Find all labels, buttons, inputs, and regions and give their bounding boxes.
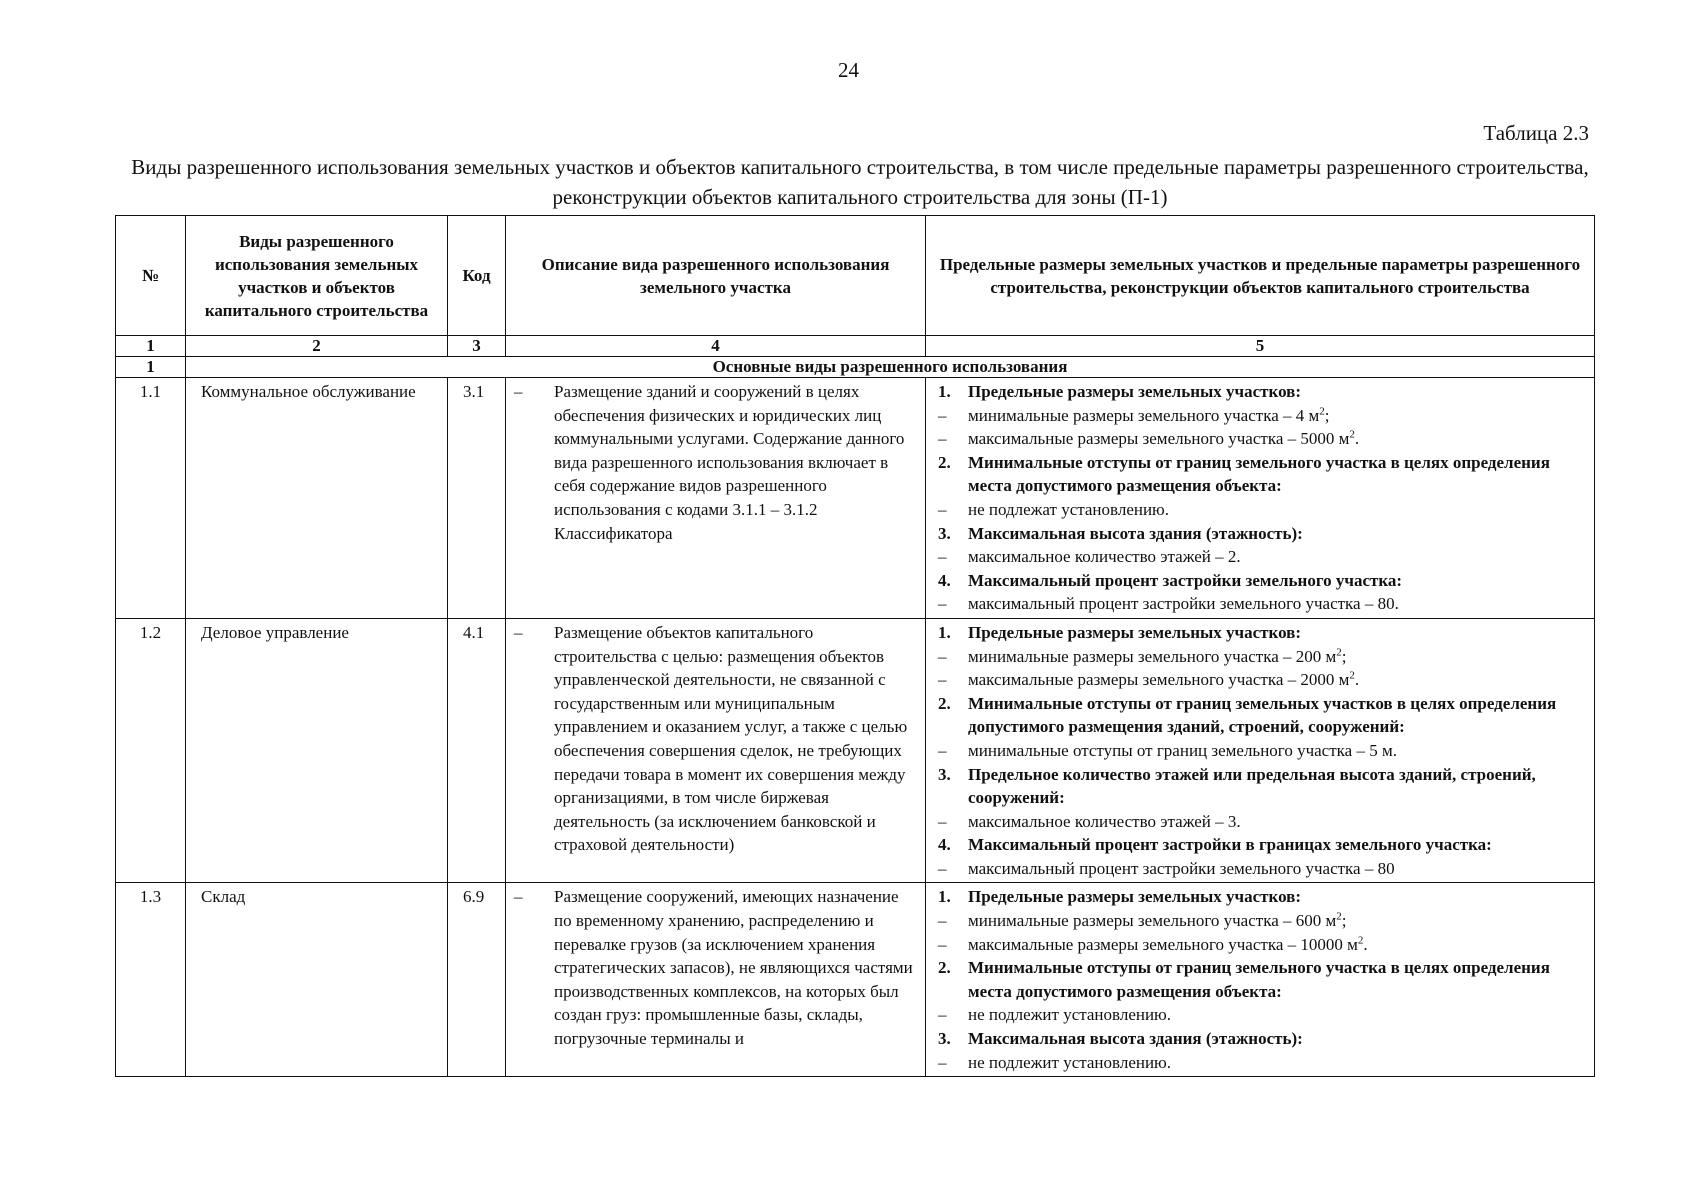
dash-marker: – — [514, 382, 523, 401]
parameter-heading — [938, 763, 1588, 810]
parameter-text: Предельные размеры земельных участков: — [968, 887, 1302, 907]
superscript: 2 — [1349, 669, 1355, 682]
parameter-item — [938, 810, 1588, 834]
table-row — [116, 883, 1595, 1077]
parameter-heading — [938, 522, 1588, 546]
column-number-row — [116, 336, 1595, 357]
header-code: Код — [448, 216, 506, 336]
use-code: 3.1 — [448, 378, 506, 619]
parameter-heading — [938, 692, 1588, 739]
description-item — [514, 621, 919, 857]
parameter-text: минимальные размеры земельного участка – 600 $м^2$; — [968, 910, 1347, 931]
parameter-text: максимальные размеры земельного участка – 10000 $м^2$. — [968, 934, 1368, 954]
list-number: 1. — [938, 887, 951, 907]
parameter-item — [938, 1051, 1588, 1075]
parameter-text: максимальное количество этажей – 3. — [968, 811, 1241, 831]
parameters-cell — [926, 378, 1595, 619]
row-number: 1.3 — [116, 883, 186, 1077]
description-item — [514, 885, 919, 1050]
parameter-text: Предельные размеры земельных участков: — [968, 622, 1302, 642]
header-name: Виды разрешенного использования земельных участков и объектов капитального строительства — [186, 216, 448, 336]
list-number: 2. — [938, 693, 951, 713]
parameter-heading — [938, 833, 1588, 857]
parameter-item — [938, 498, 1588, 522]
parameter-text: минимальные отступы от границ земельного участка – 5 м. — [968, 740, 1397, 760]
list-number: 2. — [938, 452, 951, 472]
parameter-heading — [938, 621, 1588, 645]
list-number: 2. — [938, 958, 951, 978]
use-code: 4.1 — [448, 618, 506, 883]
dash-marker: – — [938, 594, 947, 614]
header-desc: Описание вида разрешенного использования земельного участка — [506, 216, 926, 336]
use-type-name: Склад — [186, 883, 448, 1077]
section-row — [116, 357, 1595, 378]
parameter-item — [938, 592, 1588, 616]
parameter-text: Максимальный процент застройки земельного участка: — [968, 570, 1403, 590]
parameter-item — [938, 545, 1588, 569]
parameter-item — [938, 668, 1588, 692]
page-number: 24 — [838, 58, 859, 82]
description-text: Размещение сооружений, имеющих назначение по временному хранению, распределению и перевалке грузов (за исключением хранения стратегических запасов), не являющихся частями производственных комплексов, на которых был создан груз: промышленные базы, склады, погрузочные терминалы и — [554, 887, 913, 1049]
parameter-text: минимальные размеры земельного участка – 4 $м^2$; — [968, 404, 1330, 425]
use-type-name: Коммунальное обслуживание — [186, 378, 448, 619]
list-number: 1. — [938, 622, 951, 642]
parameter-heading — [938, 885, 1588, 909]
parameter-text: не подлежит установлению. — [968, 1052, 1172, 1072]
land-use-table — [115, 215, 1595, 1077]
use-description-cell — [506, 883, 926, 1077]
parameter-item — [938, 645, 1588, 669]
superscript: 2 — [1336, 910, 1342, 923]
list-number: 4. — [938, 835, 951, 855]
superscript: 2 — [1349, 428, 1355, 441]
parameter-text: Максимальный процент застройки в границах земельного участка: — [968, 835, 1492, 855]
superscript: 2 — [1336, 645, 1342, 658]
column-number: 4 — [506, 336, 926, 357]
dash-marker: – — [938, 547, 947, 567]
parameter-text: Минимальные отступы от границ земельного участка в целях определения места допустимого размещения объекта: — [968, 958, 1550, 1001]
table-row — [116, 378, 1595, 619]
dash-marker: – — [938, 811, 947, 831]
parameter-text: максимальный процент застройки земельного участка – 80 — [968, 858, 1395, 878]
parameters-cell — [926, 883, 1595, 1077]
dash-marker: – — [938, 934, 947, 954]
dash-marker: – — [938, 1052, 947, 1072]
parameter-text: максимальное количество этажей – 2. — [968, 547, 1241, 567]
dash-marker: – — [938, 1005, 947, 1025]
description-text: Размещение зданий и сооружений в целях обеспечения физических и юридических лиц коммунальными услугами. Содержание данного вида разрешенного использования включает в себя содержание видов разрешенного использования с кодами 3.1.1 – 3.1.2 Классификатора — [554, 382, 905, 543]
parameter-text: не подлежит установлению. — [968, 1005, 1172, 1025]
superscript: 2 — [1357, 934, 1364, 946]
parameter-text: максимальные размеры земельного участка – 5000 $м^2$. — [968, 428, 1360, 449]
table-title: Виды разрешенного использования земельных участков и объектов капитального строительства, в том числе предельные параметры разрешенного строительства, реконструкции объектов капитального строительства для зоны (П-1) — [131, 155, 1589, 209]
row-number: 1.2 — [116, 618, 186, 883]
row-number: 1.1 — [116, 378, 186, 619]
parameter-text: максимальные размеры земельного участка – 2000 $м^2$. — [968, 669, 1360, 690]
list-number: 3. — [938, 523, 951, 543]
list-number: 4. — [938, 570, 951, 590]
table-row — [116, 618, 1595, 883]
description-text: Размещение объектов капитального строительства с целью: размещения объектов управленческой деятельности, не связанной с государственным или муниципальным управлением и оказанием услуг, а также с целью обеспечения совершения сделок, не требующих передачи товара в момент их совершения между организациями, в том числе биржевая деятельность (за исключением банковской и страховой деятельности) — [554, 622, 908, 855]
column-number: 1 — [116, 336, 186, 357]
use-code: 6.9 — [448, 883, 506, 1077]
header-params: Предельные размеры земельных участков и предельные параметры разрешенного строительства, реконструкции объектов капитального строительства — [926, 216, 1595, 336]
dash-marker: – — [938, 499, 947, 519]
parameter-text: Максимальная высота здания (этажность): — [968, 1029, 1303, 1049]
column-number: 5 — [926, 336, 1595, 357]
dash-marker: – — [938, 405, 947, 425]
parameter-text: Минимальные отступы от границ земельных участков в целях определения допустимого размещения зданий, строений, сооружений: — [968, 693, 1557, 737]
dash-marker: – — [514, 622, 523, 642]
parameters-cell — [926, 618, 1595, 883]
dash-marker: – — [938, 646, 947, 666]
list-number: 3. — [938, 1029, 951, 1049]
superscript: 2 — [1319, 404, 1325, 417]
parameter-item — [938, 427, 1588, 451]
dash-marker: – — [938, 911, 947, 931]
use-type-name: Деловое управление — [186, 618, 448, 883]
parameter-heading — [938, 451, 1588, 498]
section-number: 1 — [116, 357, 186, 378]
list-number: 3. — [938, 764, 951, 784]
description-item — [514, 380, 919, 545]
parameter-item — [938, 404, 1588, 428]
column-number: 2 — [186, 336, 448, 357]
parameter-text: Предельное количество этажей или предельная высота зданий, строений, сооружений: — [968, 764, 1536, 808]
parameter-text: Минимальные отступы от границ земельного участка в целях определения места допустимого размещения объекта: — [968, 452, 1550, 496]
dash-marker: – — [938, 429, 947, 449]
header-no: № — [116, 216, 186, 336]
parameter-heading — [938, 1027, 1588, 1051]
use-description-cell — [506, 378, 926, 619]
parameter-item — [938, 933, 1588, 957]
dash-marker: – — [514, 887, 523, 907]
parameter-heading — [938, 956, 1588, 1003]
table-label: Таблица 2.3 — [1483, 121, 1589, 145]
parameter-heading — [938, 380, 1588, 404]
section-title: Основные виды разрешенного использования — [186, 357, 1595, 378]
parameter-item — [938, 909, 1588, 933]
use-description-cell — [506, 618, 926, 883]
header-row — [116, 216, 1595, 336]
parameter-text: максимальный процент застройки земельного участка – 80. — [968, 594, 1399, 614]
parameter-item — [938, 857, 1588, 881]
parameter-heading — [938, 569, 1588, 593]
parameter-item — [938, 1003, 1588, 1027]
parameter-item — [938, 739, 1588, 763]
dash-marker: – — [938, 858, 947, 878]
parameter-text: минимальные размеры земельного участка – 200 $м^2$; — [968, 645, 1347, 666]
parameter-text: Предельные размеры земельных участков: — [968, 382, 1302, 401]
parameter-text: не подлежат установлению. — [968, 499, 1170, 519]
column-number: 3 — [448, 336, 506, 357]
list-number: 1. — [938, 382, 951, 401]
dash-marker: – — [938, 670, 947, 690]
dash-marker: – — [938, 740, 947, 760]
parameter-text: Максимальная высота здания (этажность): — [968, 523, 1303, 543]
